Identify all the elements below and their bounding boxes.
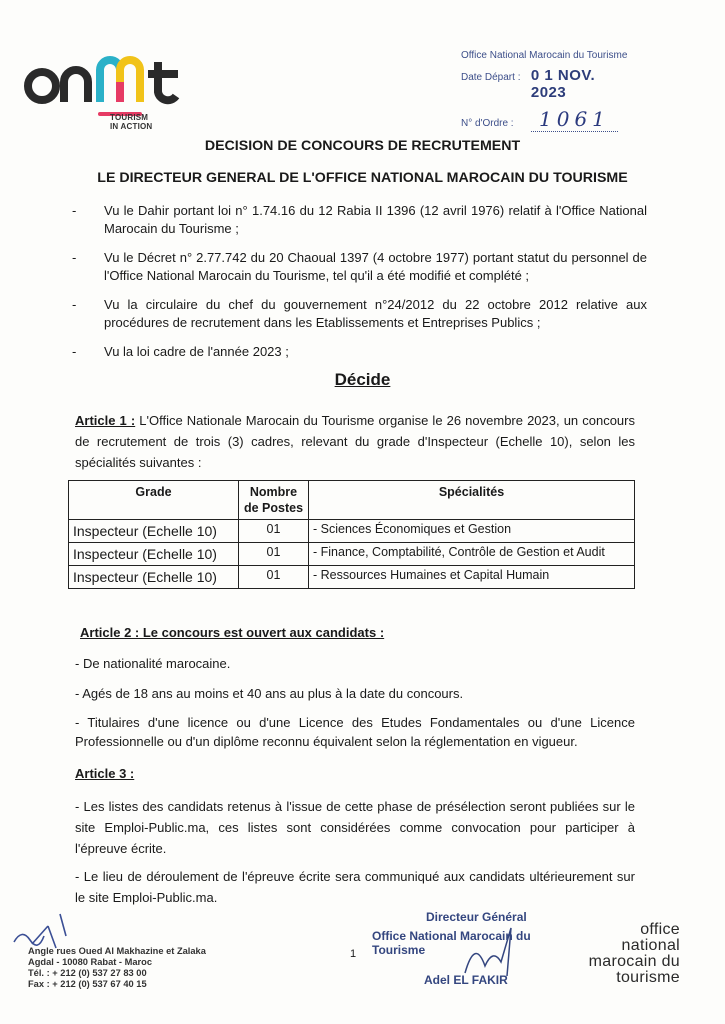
cell-grade: Inspecteur (Echelle 10): [69, 566, 239, 589]
header-grade: Grade: [69, 481, 239, 520]
consideration-item: [72, 249, 647, 284]
decide-text: Décide: [334, 370, 391, 389]
brand-wordmark: [560, 922, 680, 986]
consideration-item: [72, 343, 647, 361]
consideration-text: Vu le Décret n° 2.77.742 du 20 Chaoual 1397 (4 octobre 1977) portant statut du personnel de l'Office National Marocain du Tourisme, tel qu'il a été modifié et complété ;: [104, 250, 647, 283]
stamp-office: Office National Marocain du Tourisme: [461, 50, 628, 61]
header-specialty: Spécialités: [309, 481, 635, 520]
considerations-list: [72, 202, 647, 373]
brand-line: national: [621, 937, 680, 954]
bullet-dash: -: [72, 203, 77, 218]
decide-heading: [0, 370, 725, 390]
handwritten-signature-icon: [415, 918, 565, 978]
table-row: [69, 520, 635, 543]
article-1-text: L'Office Nationale Marocain du Tourisme organise le 26 novembre 2023, un concours de recrutement de trois (3) cadres, relevant du grade d'Inspecteur (Echelle 10), selon les spécialités suivantes :: [75, 413, 635, 470]
brand-line: office: [640, 921, 680, 938]
cell-count: 01: [239, 566, 309, 589]
consideration-text: Vu la circulaire du chef du gouvernement n°24/2012 du 22 octobre 2012 relative aux procédures de recrutement dans les Etablissements et Entreprises Publics ;: [104, 297, 647, 330]
address-line: Angle rues Oued Al Makhazine et Zalaka: [28, 946, 206, 956]
consideration-item: [72, 202, 647, 237]
document-subtitle: LE DIRECTEUR GENERAL DE L'OFFICE NATIONAL MAROCAIN DU TOURISME: [97, 170, 628, 186]
document-title: DECISION DE CONCOURS DE RECRUTEMENT: [204, 138, 521, 154]
brand-line: marocain du: [588, 953, 680, 970]
cell-grade: Inspecteur (Echelle 10): [69, 520, 239, 543]
article-3-label: Article 3 :: [75, 766, 135, 781]
logo-tagline-line-2: IN ACTION: [110, 122, 153, 131]
cell-specialty: - Sciences Économiques et Gestion: [309, 520, 635, 543]
stamp-date-value: 0 1 NOV. 2023: [530, 67, 596, 101]
consideration-text: Vu le Dahir portant loi n° 1.74.16 du 12 Rabia II 1396 (12 avril 1976) relatif à l'Office National Marocain du Tourisme ;: [104, 203, 647, 236]
logo-tagline-line-1: TOURISM: [110, 113, 149, 122]
article-2-label: Article 2 : Le concours est ouvert aux candidats :: [80, 625, 385, 640]
article-2-item: - Agés de 18 ans au moins et 40 ans au plus à la date du concours.: [75, 686, 464, 701]
stamp-order-value: 1061: [531, 107, 618, 132]
brand-line: tourisme: [616, 969, 680, 986]
stamp-order-label: N° d'Ordre :: [461, 118, 514, 129]
signatory-org: Office National Marocain du Tourisme: [372, 929, 531, 957]
article-2-item: - De nationalité marocaine.: [75, 656, 231, 671]
cell-specialty: - Finance, Comptabilité, Contrôle de Gestion et Audit: [309, 543, 635, 566]
article-1: [75, 410, 635, 473]
signatory-title: Directeur Général: [426, 910, 527, 924]
reception-stamp: [455, 50, 635, 132]
footer-address: [28, 946, 206, 990]
cell-count: 01: [239, 520, 309, 543]
cell-count: 01: [239, 543, 309, 566]
bullet-dash: -: [72, 344, 77, 359]
logo-tagline: [110, 113, 152, 131]
address-line: Agdal - 10080 Rabat - Maroc: [28, 957, 152, 967]
bullet-dash: -: [72, 250, 77, 265]
article-2-item: - Titulaires d'une licence ou d'une Licence des Etudes Fondamentales ou d'une Licence Professionnelle ou d'un diplôme reconnu équivalent selon la réglementation en vigueur.: [75, 715, 635, 749]
article-1-label: Article 1 :: [75, 413, 136, 428]
cell-grade: Inspecteur (Echelle 10): [69, 543, 239, 566]
page-number: 1: [350, 948, 357, 960]
positions-table: [68, 480, 635, 589]
consideration-text: Vu la loi cadre de l'année 2023 ;: [104, 344, 289, 359]
stamp-date-label: Date Départ :: [461, 72, 521, 83]
bullet-dash: -: [72, 297, 77, 312]
header-count: Nombre de Postes: [239, 481, 309, 520]
table-row: [69, 543, 635, 566]
article-3-item: - Le lieu de déroulement de l'épreuve écrite sera communiqué aux candidats ultérieurement sur le site Emploi-Public.ma.: [75, 869, 635, 905]
article-3-item: - Les listes des candidats retenus à l'issue de cette phase de présélection seront publiées sur le site Emploi-Public.ma, ces listes sont considérées comme convocation pour participer à l'épreuve écrite.: [75, 799, 635, 856]
cell-specialty: - Ressources Humaines et Capital Humain: [309, 566, 635, 589]
table-header-row: [69, 481, 635, 520]
address-phone: Tél. : + 212 (0) 537 27 83 00: [28, 968, 147, 978]
address-fax: Fax : + 212 (0) 537 67 40 15: [28, 979, 147, 989]
signatory-name: Adel EL FAKIR: [424, 973, 508, 987]
table-row: [69, 566, 635, 589]
consideration-item: [72, 296, 647, 331]
